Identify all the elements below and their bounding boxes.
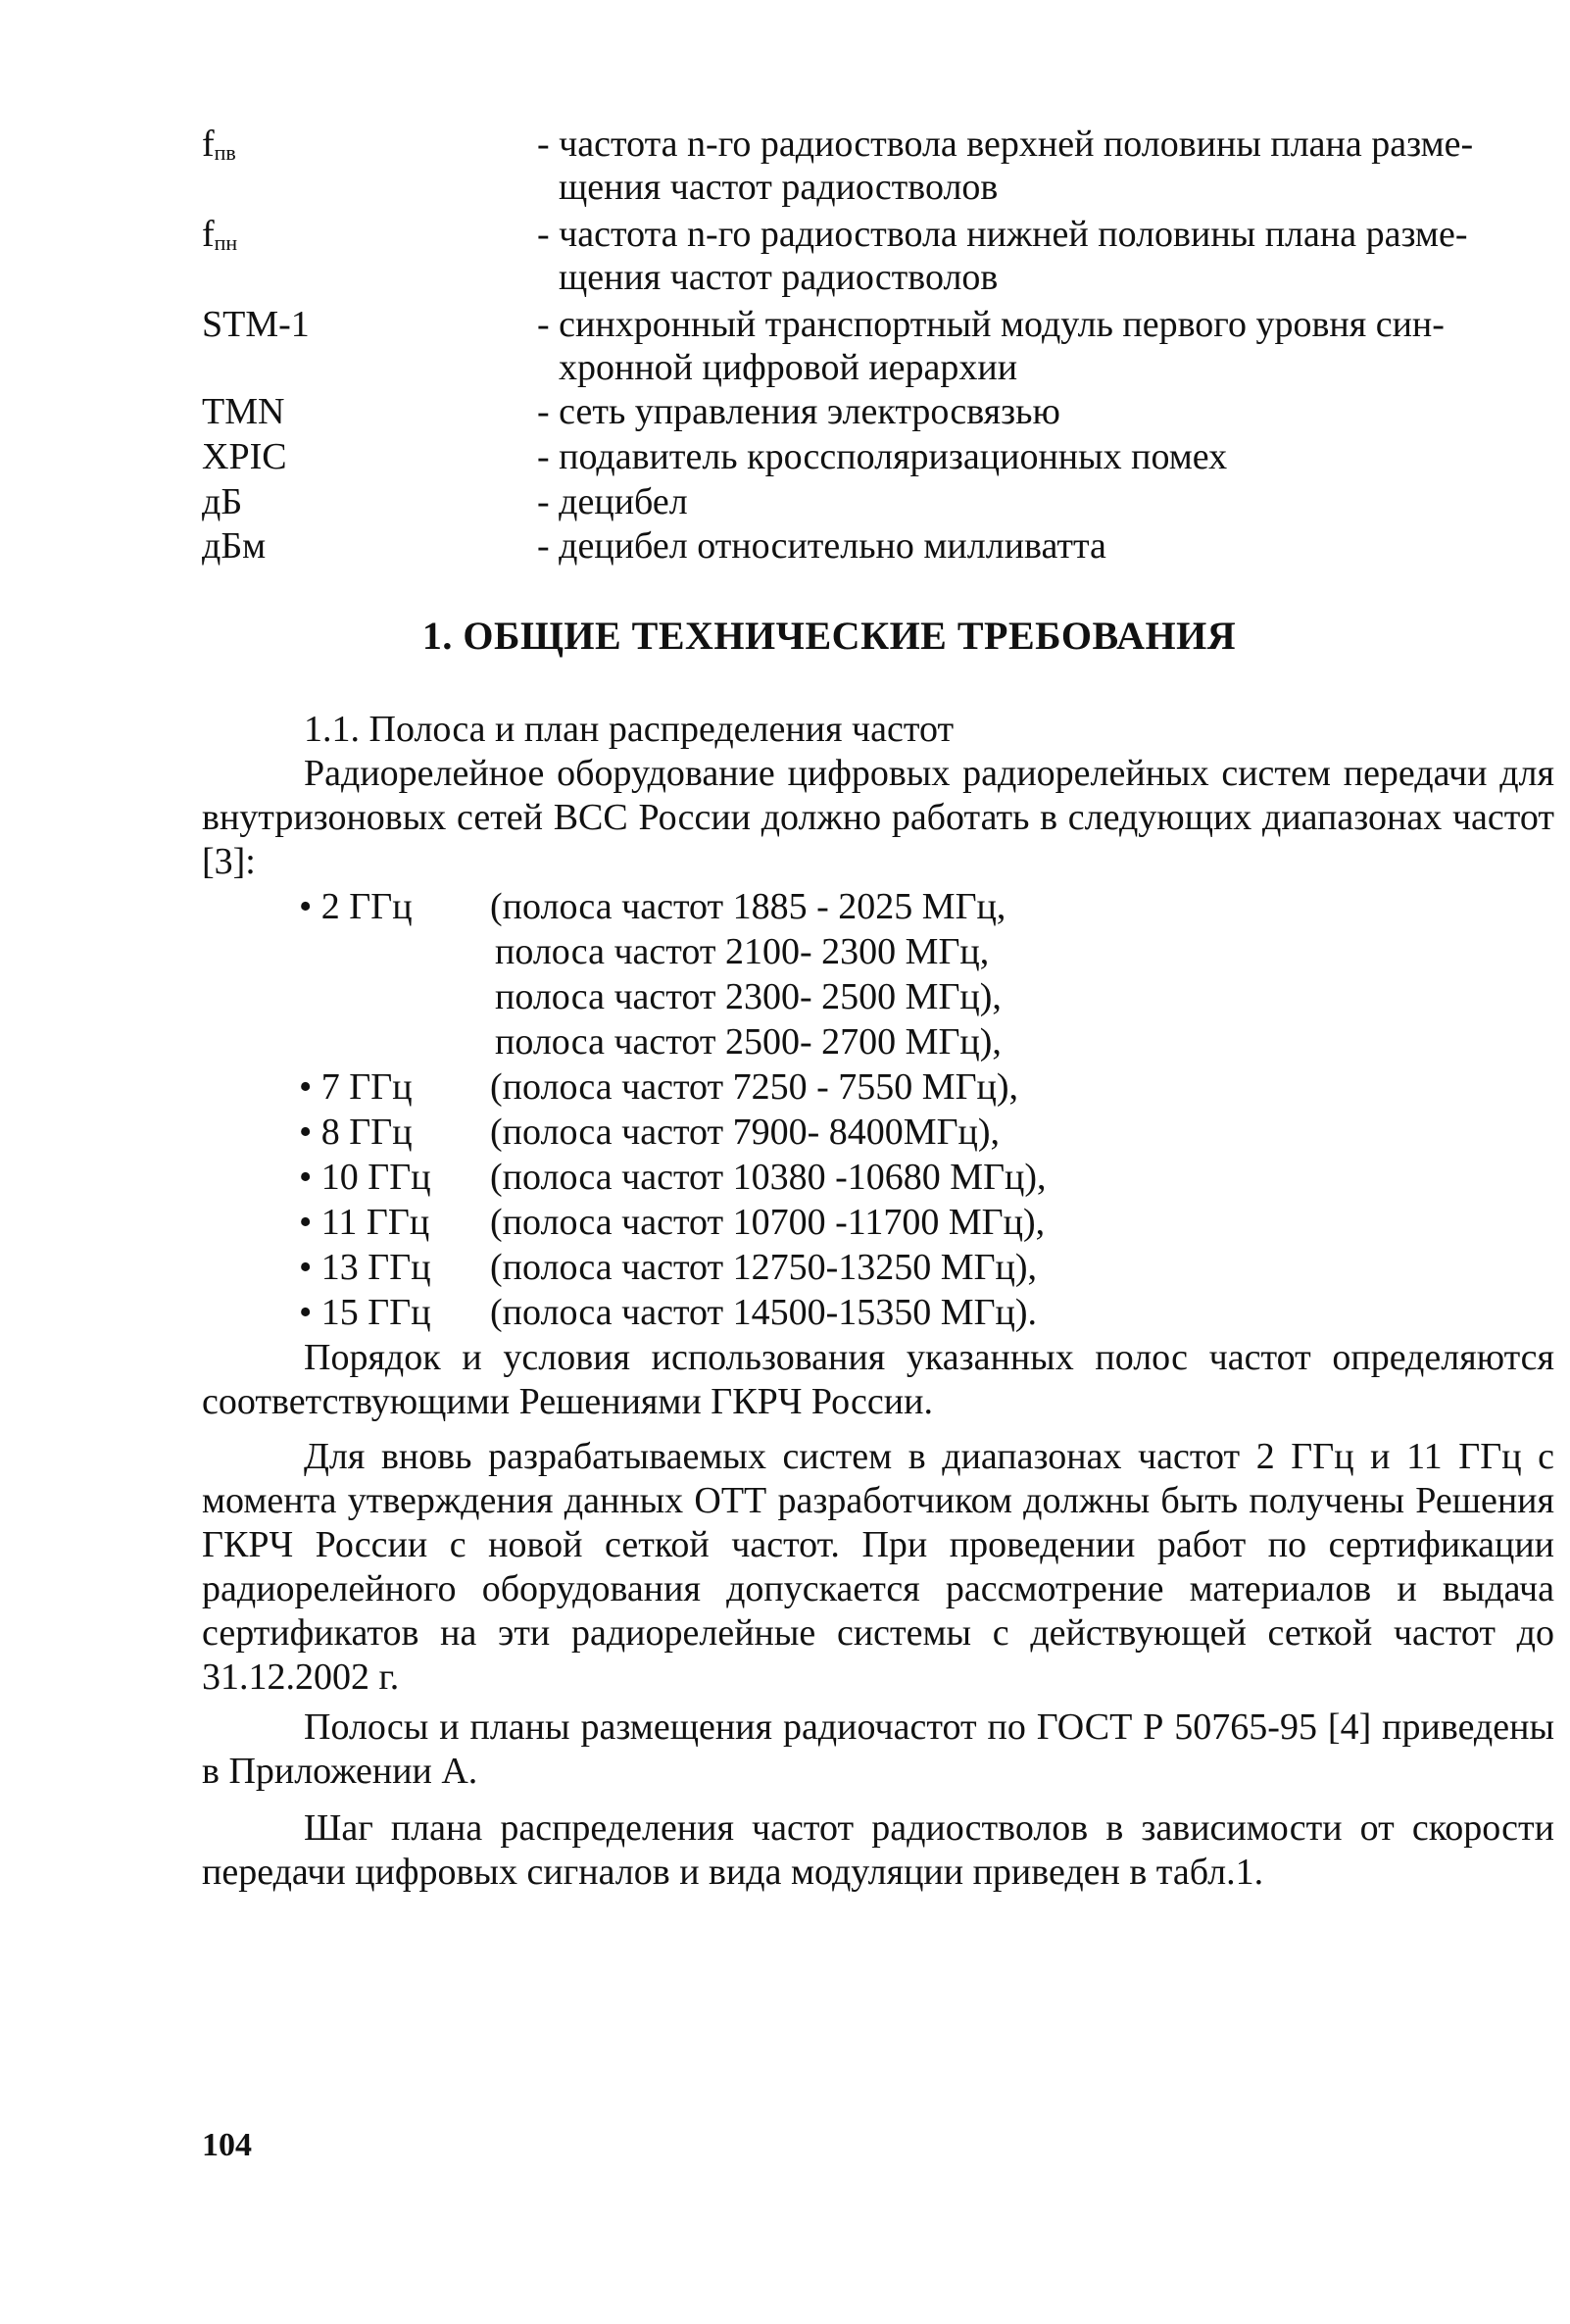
body-paragraph: Порядок и условия использования указанных полос частот определяются соответствующими Решениями ГКРЧ России.: [202, 1337, 1554, 1422]
band-range: (полоса частот 7900- 8400МГц),: [490, 1112, 1001, 1153]
abbreviation-term: дБм: [202, 525, 267, 567]
band-range: (полоса частот 1885 - 2025 МГц,: [490, 886, 1006, 927]
band-label: • 11 ГГц: [299, 1202, 430, 1243]
band-range: (полоса частот 14500-15350 МГц).: [490, 1292, 1038, 1333]
subsection-title: 1.1. Полоса и план распределения частот: [304, 709, 955, 750]
abbreviation-term: $f_{пв}$: [202, 124, 236, 165]
body-paragraph: Шаг плана распределения частот радиостволов в зависимости от скорости передачи цифровых сигналов и вида модуляции приведен в табл.1.: [202, 1807, 1554, 1893]
abbreviation-term: TMN: [202, 391, 285, 432]
band-label: • 7 ГГц: [299, 1066, 413, 1108]
abbreviation-definition: - децибел: [537, 481, 688, 522]
intro-paragraph: Радиорелейное оборудование цифровых радиорелейных систем передачи для внутризоновых сетей ВСС России должно работать в следующих диапазонах частот [3]:: [202, 753, 1554, 882]
band-range: (полоса частот 7250 - 7550 МГц),: [490, 1066, 1019, 1108]
band-label: • 13 ГГц: [299, 1247, 431, 1288]
abbreviation-definition: - сеть управления электросвязью: [537, 391, 1060, 432]
band-range: полоса частот 2300- 2500 МГц),: [495, 976, 1002, 1017]
abbreviation-term: дБ: [202, 481, 243, 522]
abbreviation-definition: - децибел относительно милливатта: [537, 525, 1106, 567]
band-range: (полоса частот 10380 -10680 МГц),: [490, 1157, 1047, 1198]
body-paragraph: Для вновь разрабатываемых систем в диапазонах частот 2 ГГц и 11 ГГц с момента утверждения данных ОТТ разработчиком должны быть получены Решения ГКРЧ России с новой сеткой частот. При проведении работ по сертификации радиорелейного оборудования допускается рассмотрение материалов и выдача сертификатов на эти радиорелейные системы с действующей сеткой частот до 31.12.2002 г.: [202, 1436, 1554, 1698]
band-range: полоса частот 2100- 2300 МГц,: [495, 931, 990, 972]
band-label: • 2 ГГц: [299, 886, 413, 927]
section-heading: 1. ОБЩИЕ ТЕХНИЧЕСКИЕ ТРЕБОВАНИЯ: [421, 614, 1237, 658]
band-label: • 15 ГГц: [299, 1292, 431, 1333]
abbreviation-term: XPIC: [202, 436, 287, 477]
body-paragraph: Полосы и планы размещения радиочастот по ГОСТ Р 50765-95 [4] приведены в Приложении А.: [202, 1706, 1554, 1792]
abbreviation-term: STM-1: [202, 304, 310, 345]
band-range: (полоса частот 12750-13250 МГц),: [490, 1247, 1038, 1288]
band-label: • 8 ГГц: [299, 1112, 413, 1153]
band-label: • 10 ГГц: [299, 1157, 431, 1198]
band-range: (полоса частот 10700 -11700 МГц),: [490, 1202, 1046, 1243]
page-number: 104: [202, 2127, 252, 2163]
abbreviation-term: $f_{пн}$: [202, 214, 238, 255]
abbreviation-definition: - подавитель кроссполяризационных помех: [537, 436, 1228, 477]
abbreviation-definition: - синхронный транспортный модуль первого уровня син- хронной цифровой иерархии: [537, 304, 1445, 388]
abbreviation-definition: - частота n-го радиоствола нижней половины плана разме- щения частот радиостволов: [537, 214, 1468, 298]
band-range: полоса частот 2500- 2700 МГц),: [495, 1021, 1002, 1063]
abbreviation-definition: - частота n-го радиоствола верхней половины плана разме- щения частот радиостволов: [537, 124, 1474, 208]
